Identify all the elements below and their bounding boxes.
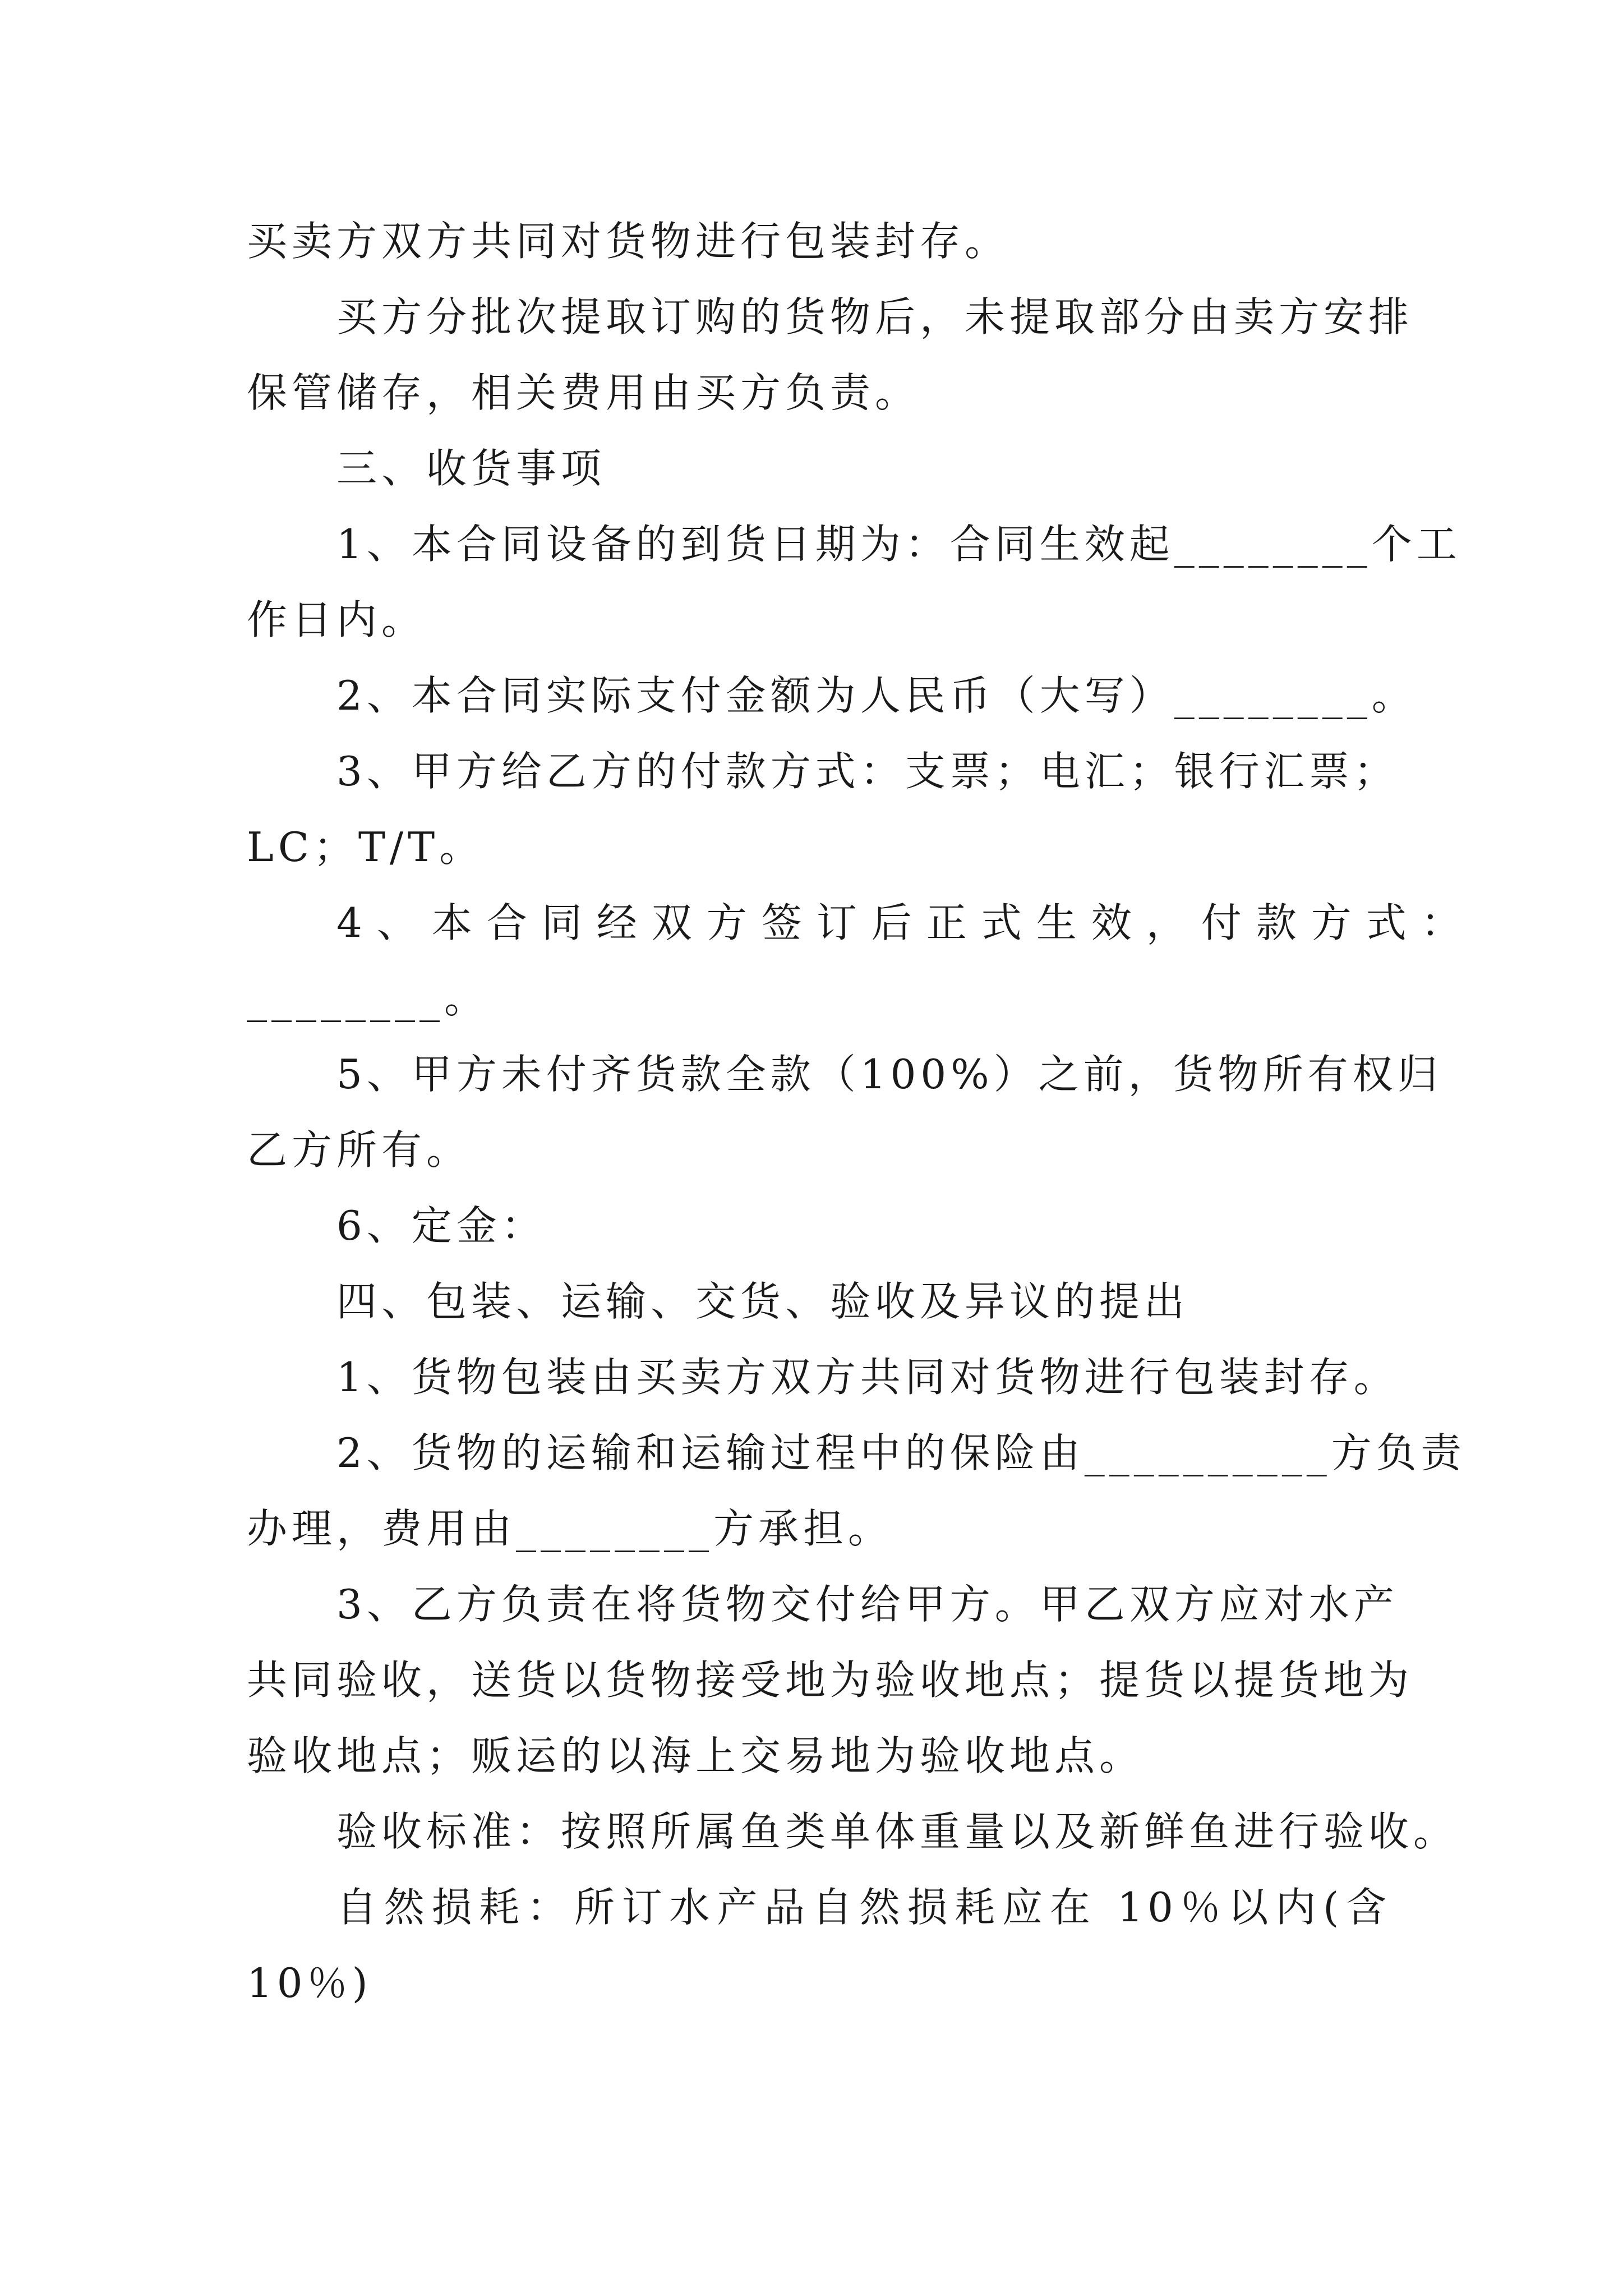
text-line-22: 验收标准：按照所属鱼类单体重量以及新鲜鱼进行验收。 [336,1808,1459,1855]
section-heading-3: 三、收货事项 [336,445,606,492]
text-line-2: 买方分批次提取订购的货物后，未提取部分由卖方安排 [336,293,1414,341]
text-line-12: 5、甲方未付齐货款全款（100%）之前，货物所有权归 [336,1051,1442,1098]
text-line-19: 3、乙方负责在将货物交付给甲方。甲乙双方应对水产 [336,1581,1399,1628]
section-heading-4: 四、包装、运输、交货、验收及异议的提出 [336,1278,1189,1325]
text-line-9: LC；T/T。 [247,823,485,871]
text-line-17: 2、货物的运输和运输过程中的保险由__________方负责 [336,1429,1466,1476]
text-line-3: 保管储存，相关费用由买方负责。 [247,369,920,416]
text-line-24: 10％) [247,1959,372,2007]
text-line-5: 1、本合同设备的到货日期为：合同生效起________个工 [336,521,1461,568]
text-line-1: 买卖方双方共同对货物进行包装封存。 [247,218,1010,265]
text-line-20: 共同验收，送货以货物接受地为验收地点；提货以提货地为 [247,1657,1414,1704]
text-line-23: 自然损耗：所订水产品自然损耗应在 10％以内(含 [336,1884,1391,1931]
text-line-11: ________。 [247,975,490,1022]
text-line-16: 1、货物包装由买卖方双方共同对货物进行包装封存。 [336,1354,1399,1401]
text-line-6: 作日内。 [247,596,427,643]
text-line-13: 乙方所有。 [247,1126,472,1174]
text-line-8: 3、甲方给乙方的付款方式：支票；电汇；银行汇票； [336,748,1399,795]
text-line-7: 2、本合同实际支付金额为人民币（大写）________。 [336,672,1417,719]
text-line-18: 办理，费用由________方承担。 [247,1505,893,1552]
text-line-21: 验收地点；贩运的以海上交易地为验收地点。 [247,1732,1145,1779]
text-line-14: 6、定金： [336,1202,546,1249]
text-line-10: 4、本合同经双方签订后正式生效，付款方式： [336,899,1476,946]
